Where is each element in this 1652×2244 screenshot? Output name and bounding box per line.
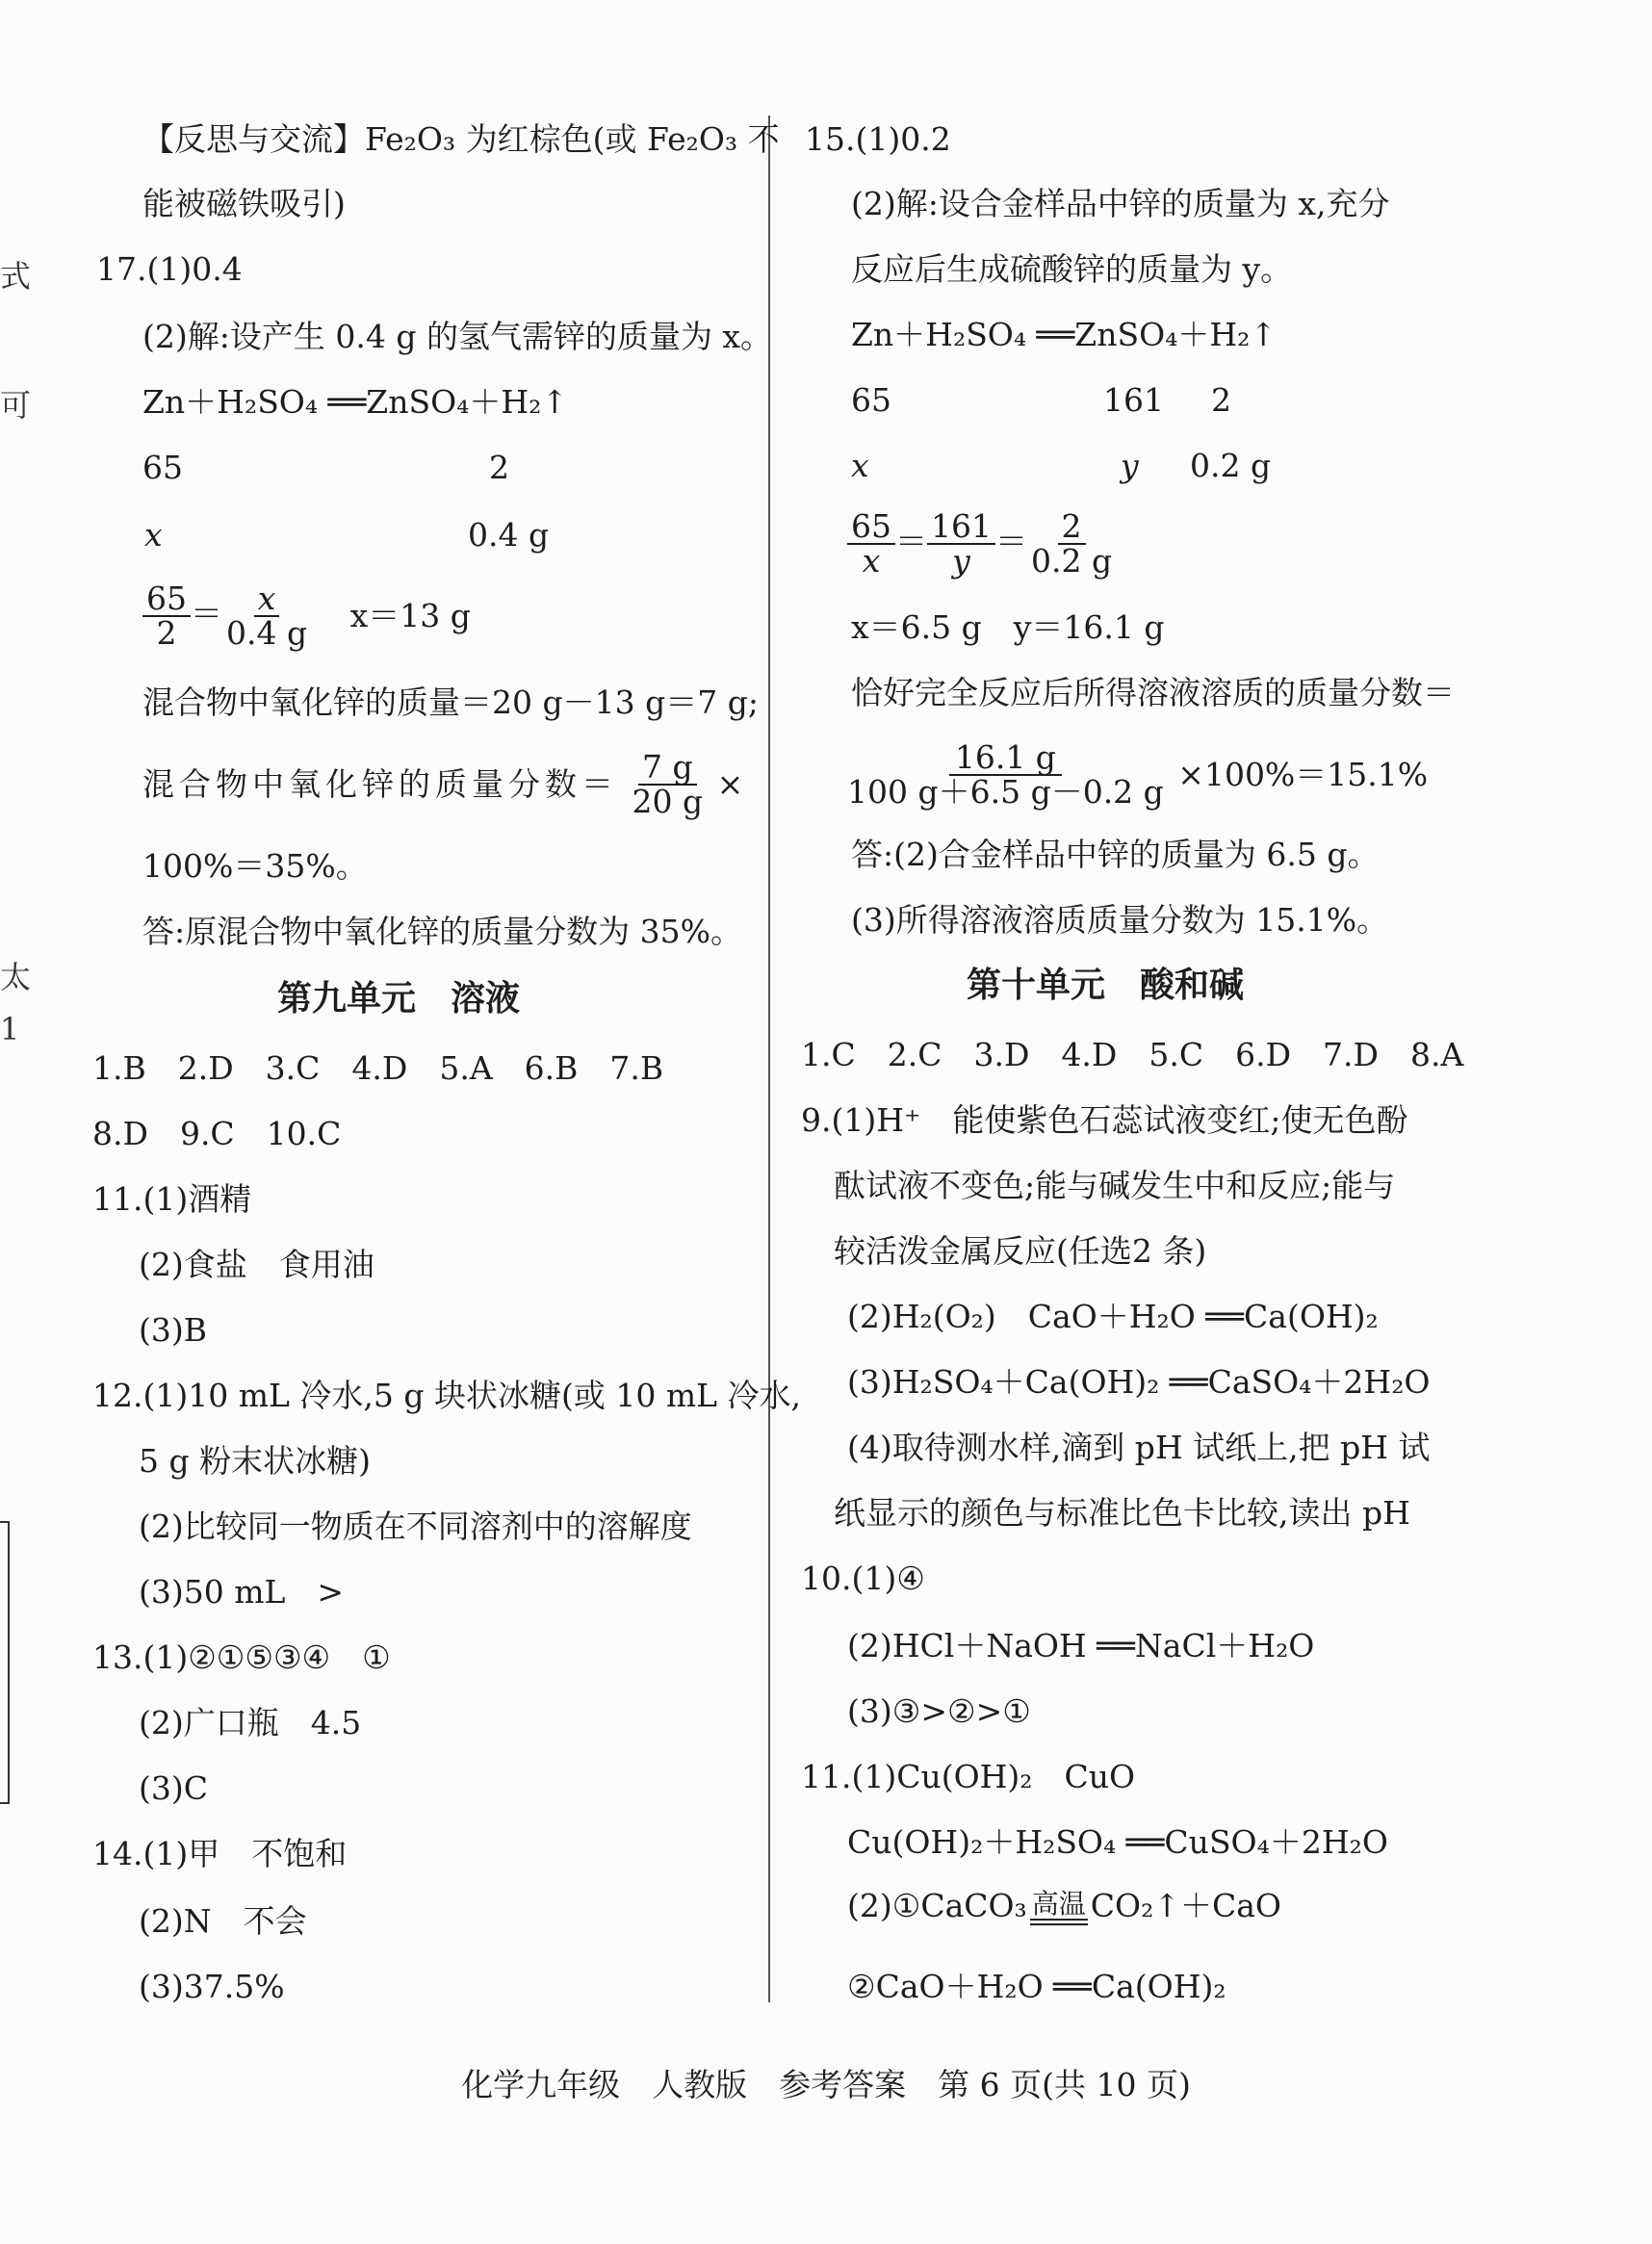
q9-part4b: 纸显示的颜色与标准比色卡比较,读出 pH xyxy=(834,1494,1410,1532)
q17-part1: 17.(1)0.4 xyxy=(96,250,243,288)
unit10-heading: 第十单元 酸和碱 xyxy=(967,966,1245,1005)
equals-sign xyxy=(1030,1919,1088,1925)
q17-zno-mass: 混合物中氧化锌的质量＝20 g－13 g＝7 g; xyxy=(142,684,759,721)
q14-part3: (3)37.5% xyxy=(139,1968,285,2005)
fraction: $\frac{7 g}{20 g}$ xyxy=(632,748,704,820)
q15-text: 恰好完全反应后所得溶液溶质的质量分数＝ xyxy=(851,674,1455,711)
q12-part2: (2)比较同一物质在不同溶剂中的溶解度 xyxy=(139,1508,692,1545)
q9-part3: (3)H₂SO₄＋Ca(OH)₂ ══CaSO₄＋2H₂O xyxy=(847,1363,1431,1401)
q15-answer-1: 答:(2)合金样品中锌的质量为 6.5 g。 xyxy=(851,836,1380,873)
q13-part1: 13.(1)②①⑤③④ ① xyxy=(92,1638,391,1676)
q11-part1: 11.(1)酒精 xyxy=(92,1180,252,1218)
q15-ratio-b1: 161 xyxy=(1103,381,1164,419)
q13-part3: (3)C xyxy=(139,1769,208,1807)
q14-part2: (2)N 不会 xyxy=(139,1902,307,1940)
q17-ratio-b1: 2 xyxy=(489,449,509,486)
q10-part3: (3)③>②>① xyxy=(847,1692,1031,1730)
q15-big-fraction: $\frac{16.1 g}{100 g+6.5 g-0.2 g}$ ×100%＝15.1% xyxy=(843,741,1428,809)
q11-part2: (2)①CaCO₃ 高温 CO₂↑＋CaO xyxy=(847,1887,1281,1924)
unit9-answers-2: 8.D 9.C 10.C xyxy=(92,1115,342,1152)
q15-part2: (2)解:设合金样品中锌的质量为 x,充分 xyxy=(851,185,1390,222)
q11-part3: ②CaO＋H₂O ══Ca(OH)₂ xyxy=(847,1968,1226,2005)
fraction: $\frac{161}{y}$ xyxy=(927,510,995,578)
unit10-answers: 1.C 2.C 3.D 4.D 5.C 6.D 7.D 8.A xyxy=(801,1036,1464,1073)
unit9-heading: 第九单元 溶液 xyxy=(277,979,521,1019)
q17-equation: Zn＋H₂SO₄ ══ZnSO₄＋H₂↑ xyxy=(142,383,569,421)
q17-ratio-b2: 0.4 g xyxy=(468,516,550,554)
q17-zno-fraction: 混合物中氧化锌的质量分数＝ $\frac{7 g}{20 g}$ × xyxy=(142,748,744,820)
q17-percent: 100%＝35%。 xyxy=(142,847,368,885)
fraction: $\frac{2}{0.2 g}$ xyxy=(1031,507,1113,580)
q17-part2: (2)解:设产生 0.4 g 的氢气需锌的质量为 x。 xyxy=(142,318,773,355)
reflection-line-2: 能被磁铁吸引) xyxy=(142,185,346,222)
q11-equation: Cu(OH)₂＋H₂SO₄ ══CuSO₄＋2H₂O xyxy=(847,1823,1388,1861)
margin-fragment: 太 xyxy=(0,959,32,995)
q15-result: x＝6.5 g y＝16.1 g xyxy=(851,608,1165,646)
q17-proportion: $\frac{65}{2}$ ＝ $\frac{x}{0.4 g}$ x＝13 g xyxy=(142,582,471,650)
q17-ratio-a2: x xyxy=(144,516,163,554)
margin-fragment: 可 xyxy=(0,387,32,424)
q9-part1b: 酞试液不变色;能与碱发生中和反应;能与 xyxy=(834,1167,1396,1204)
q15-ratio-b2: y xyxy=(1121,447,1139,484)
q12-part1b: 5 g 粉末状冰糖) xyxy=(139,1442,371,1480)
q17-answer: 答:原混合物中氧化锌的质量分数为 35%。 xyxy=(142,913,742,950)
fraction: $\frac{16.1 g}{100 g+6.5 g-0.2 g}$ xyxy=(847,738,1164,811)
reaction-condition: 高温 xyxy=(1027,1890,1091,1925)
q13-part2: (2)广口瓶 4.5 xyxy=(139,1704,362,1741)
q15-ratio-c1: 2 xyxy=(1211,381,1231,419)
q12-part1: 12.(1)10 mL 冷水,5 g 块状冰糖(或 10 mL 冷水, xyxy=(92,1377,802,1414)
fraction: $\frac{x}{0.4 g}$ xyxy=(226,580,308,652)
margin-fragment: 1 xyxy=(0,1011,20,1047)
q10-part1: 10.(1)④ xyxy=(801,1560,925,1597)
q15-proportion: $\frac{65}{x}$ ＝ $\frac{161}{y}$ ＝ $\frac{2}{0.2 g}$ xyxy=(847,510,1116,578)
q10-part2: (2)HCl＋NaOH ══NaCl＋H₂O xyxy=(847,1627,1315,1664)
column-divider xyxy=(768,116,770,2002)
margin-fragment: 式 xyxy=(0,258,32,295)
q11-part2: (2)食盐 食用油 xyxy=(139,1246,374,1283)
q15-ratio-a1: 65 xyxy=(851,381,891,419)
q15-part1: 15.(1)0.2 xyxy=(805,120,951,158)
q15-answer-2: (3)所得溶液溶质质量分数为 15.1%。 xyxy=(851,901,1389,939)
q9-part1c: 较活泼金属反应(任选2 条) xyxy=(834,1232,1207,1270)
q15-equation: Zn＋H₂SO₄ ══ZnSO₄＋H₂↑ xyxy=(851,316,1278,353)
page-footer: 化学九年级 人教版 参考答案 第 6 页(共 10 页) xyxy=(461,2066,1191,2103)
q12-part3: (3)50 mL > xyxy=(139,1573,345,1611)
q9-part2: (2)H₂(O₂) CaO＋H₂O ══Ca(OH)₂ xyxy=(847,1298,1379,1335)
q15-ratio-a2: x xyxy=(851,447,869,484)
reflection-line: 【反思与交流】Fe₂O₃ 为红棕色(或 Fe₂O₃ 不 xyxy=(142,120,780,158)
margin-box xyxy=(0,1521,10,1804)
unit9-answers-1: 1.B 2.D 3.C 4.D 5.A 6.B 7.B xyxy=(92,1049,664,1087)
fraction: $\frac{65}{2}$ xyxy=(142,582,191,650)
q9-part4: (4)取待测水样,滴到 pH 试纸上,把 pH 试 xyxy=(847,1429,1431,1466)
fraction: $\frac{65}{x}$ xyxy=(847,510,895,578)
q15-ratio-c2: 0.2 g xyxy=(1190,447,1272,484)
q9-part1: 9.(1)H⁺ 能使紫色石蕊试液变红;使无色酚 xyxy=(801,1101,1408,1139)
q15-part2b: 反应后生成硫酸锌的质量为 y。 xyxy=(851,250,1293,288)
q14-part1: 14.(1)甲 不饱和 xyxy=(92,1835,348,1872)
q11-part1: 11.(1)Cu(OH)₂ CuO xyxy=(801,1758,1136,1795)
q17-ratio-a1: 65 xyxy=(142,449,183,486)
q11-part3: (3)B xyxy=(139,1311,207,1349)
